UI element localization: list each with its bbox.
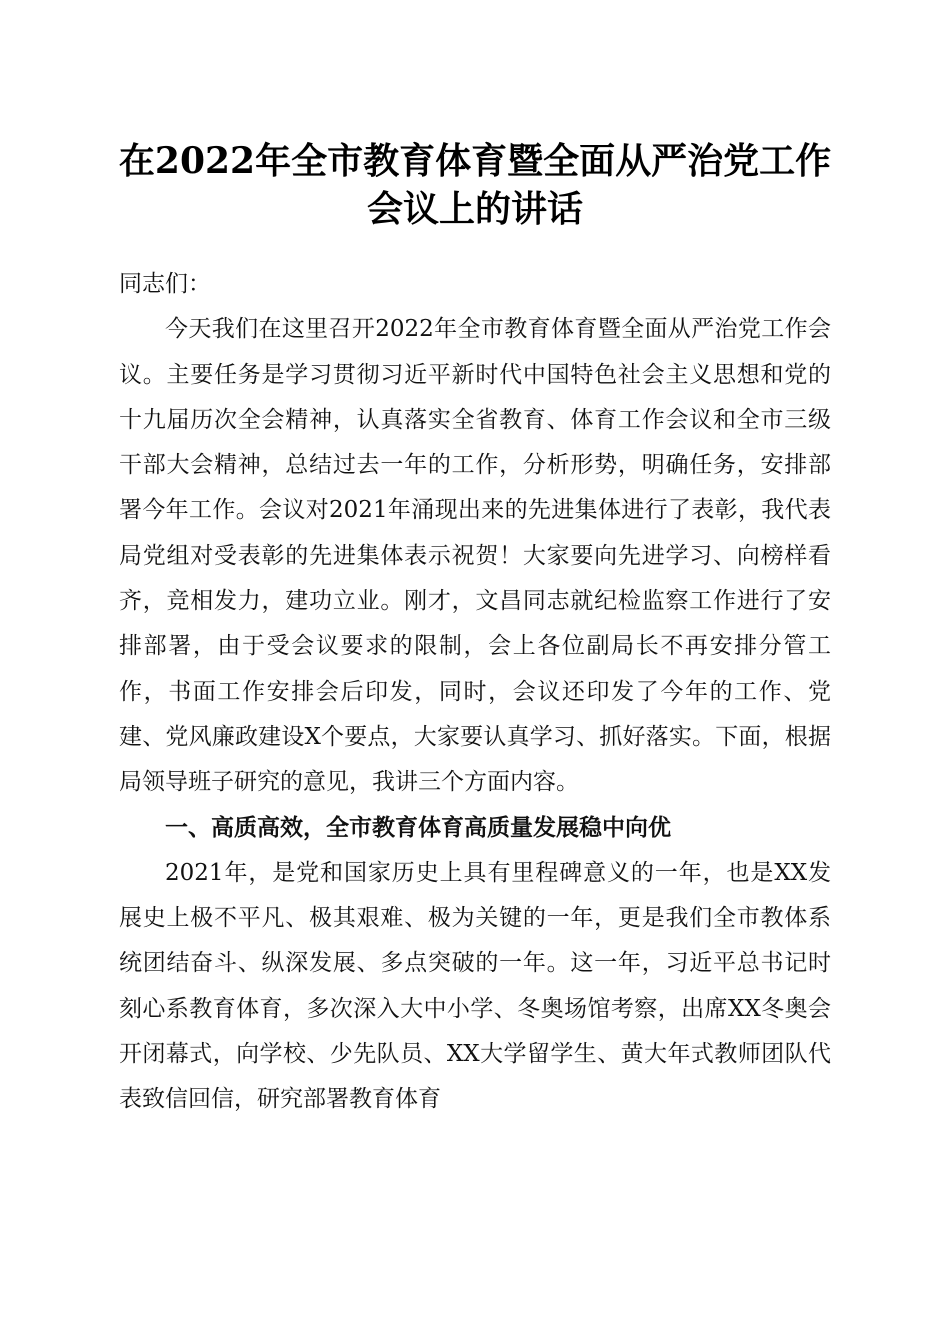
- document-title-line-2: 会议上的讲话: [366, 188, 583, 230]
- document-body: [119, 262, 831, 1123]
- paragraph-2021-review: 2021年，是党和国家历史上具有里程碑意义的一年，也是XX发展史上极不平凡、极其艰难、极为关键的一年，更是我们全市教体系统团结奋斗、纵深发展、多点突破的一年。这一年，习近平总书记时刻心系教育体育，多次深入大中小学、冬奥场馆考察，出席XX冬奥会开闭幕式，向学校、少先队员、XX大学留学生、黄大年式教师团队代表致信回信，研究部署教育体育: [119, 859, 831, 1113]
- paragraph-intro: 今天我们在这里召开2022年全市教育体育暨全面从严治党工作会议。主要任务是学习贯彻习近平新时代中国特色社会主义思想和党的十九届历次全会精神，认真落实全省教育、体育工作会议和全市三级干部大会精神，总结过去一年的工作，分析形势，明确任务，安排部署今年工作。会议对2021年涌现出来的先进集体进行了表彰，我代表局党组对受表彰的先进集体表示祝贺！大家要向先进学习、向榜样看齐，竞相发力，建功立业。刚才，文昌同志就纪检监察工作进行了安排部署，由于受会议要求的限制，会上各位副局长不再安排分管工作，书面工作安排会后印发，同时，会议还印发了今年的工作、党建、党风廉政建设X个要点，大家要认真学习、抓好落实。下面，根据局领导班子研究的意见，我讲三个方面内容。: [119, 316, 831, 796]
- section-heading-1: 一、高质高效，全市教育体育高质量发展稳中向优: [165, 814, 671, 841]
- document-title-line-1: 在2022年全市教育体育暨全面从严治党工作: [118, 140, 832, 182]
- salutation: 同志们：: [119, 271, 211, 297]
